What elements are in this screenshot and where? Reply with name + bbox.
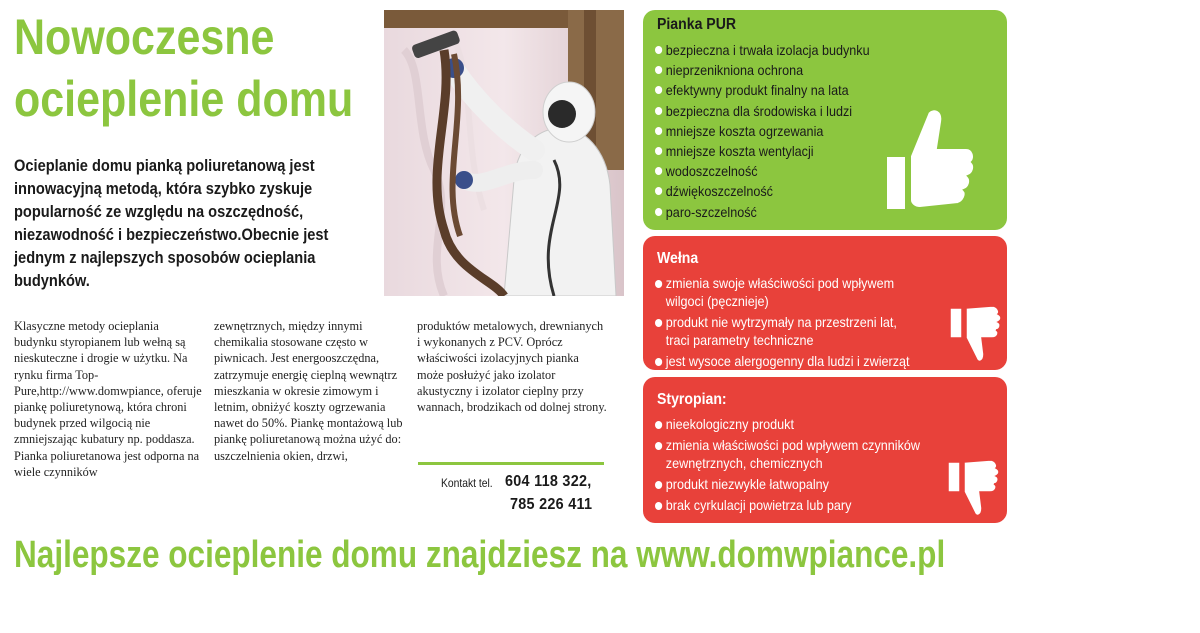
list-item-line: nieekologiczny produkt [665,416,794,432]
spray-foam-photo [384,10,624,296]
pur-panel-title: Pianka PUR [657,16,737,33]
thumbs-up-icon [876,104,976,216]
list-item-line: produkt niezwykle łatwopalny [665,476,829,492]
list-item [655,475,920,493]
spray-worker-illustration [384,10,624,296]
list-item-line: brak cyrkulacji powietrza lub pary [665,497,852,513]
contact-label: Kontakt tel. [441,476,493,490]
list-item: paro-szczelność [655,202,870,222]
pur-advantages-list [655,40,893,222]
list-item: bezpieczna i trwała izolacja budynku [655,40,870,60]
list-item-line: jest wysoce alergogenny dla ludzi i zwierząt [665,353,910,369]
headline-line-2: ocieplenie domu [14,71,354,127]
headline [14,6,354,130]
article-column-2: zewnętrznych, między innymi chemikalia stosowane często w piwnicach. Jest energooszczędna, zatrzymuje energię cieplną wewnątrz mieszkania w okresie zimowym i letnim, obniżyć koszty ogrzewania nawet do 50%. Piankę montażową lub piankę poliuretanową można użyć do: uszczelnienia okien, drzwi, [214,319,403,463]
list-item: dźwiękoszczelność [655,181,870,201]
list-item-line: wilgoci (pęcznieje) [665,293,769,309]
list-item: efektywny produkt finalny na lata [655,80,870,100]
article-column-1: Klasyczne metody ocieplania budynku styropianem lub wełną są nieskuteczne i drogie w użytku. Na rynku firma Top-Pure,http://www.domwpiance, oferuje piankę poliuretynową, która chroni budynek przed wilgocią nie zmniejszając kubatury np. poddasza. Pianka poliuretanowa jest odporna na wiele czynników [14,319,202,479]
list-item [655,274,910,310]
list-item: mniejsze koszta wentylacji [655,141,870,161]
headline-line-1: Nowoczesne [14,9,275,65]
list-item: mniejsze koszta ogrzewania [655,121,870,141]
welna-panel-title: Wełna [657,250,699,267]
contact-divider [418,462,604,465]
footer-tagline: Najlepsze ocieplenie domu znajdziesz na www.domwpiance.pl [14,534,946,576]
list-item: bezpieczna dla środowiska i ludzi [655,101,870,121]
list-item-line: zmienia swoje właściwości pod wpływem [665,275,895,291]
list-item [655,352,910,370]
welna-disadvantages-list [655,274,938,373]
list-item-line: traci parametry techniczne [665,332,814,348]
list-item [655,313,910,349]
phone-number-1[interactable]: 604 118 322, [505,473,592,490]
list-item: nieprzenikniona ochrona [655,60,870,80]
article-column-3: produktów metalowych, drewnianych i wykonanych z PCV. Oprócz właściwości izolacyjnych pianka może posłużyć jako izolator akustyczny i izolator cieplny przy wannach, brodzikach od dolnej strony. [417,319,607,415]
thumbs-down-icon [944,302,1008,368]
lead-paragraph: Ocieplanie domu pianką poliuretanową jest innowacyjną metodą, która szybko zyskuje popularność ze względu na oszczędność, niezawodność i bezpieczeństwo.Obecnie jest jednym z najlepszych sposobów ocieplania budynków. [14,156,329,290]
list-item-line: zmienia właściwości pod wpływem czynników [665,437,920,453]
styropian-disadvantages-list [655,415,949,517]
styropian-panel-title: Styropian: [657,391,727,408]
list-item [655,496,920,514]
list-item-line: produkt nie wytrzymały na przestrzeni lat, [665,314,897,330]
list-item [655,436,920,472]
list-item: wodoszczelność [655,161,870,181]
list-item-line: zewnętrznych, chemicznych [665,455,823,471]
thumbs-down-icon [942,456,1006,522]
list-item [655,415,920,433]
phone-number-2[interactable]: 785 226 411 [510,496,593,513]
